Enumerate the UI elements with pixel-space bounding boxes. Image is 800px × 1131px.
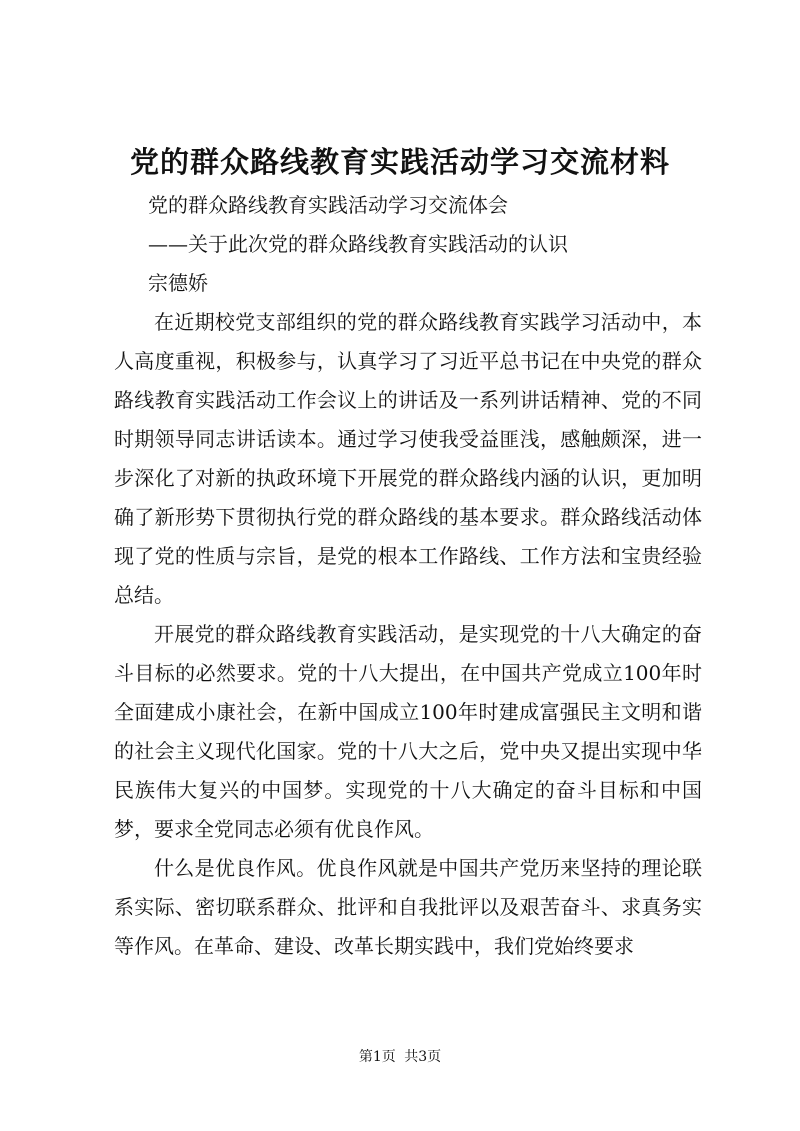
author-name: 宗德娇 (148, 271, 208, 295)
subtitle-secondary: ——关于此次党的群众路线教育实践活动的认识 (148, 232, 568, 256)
document-title: 党的群众路线教育实践活动学习交流材料 (129, 145, 670, 179)
page-footer (0, 1046, 800, 1068)
document-body (114, 186, 702, 966)
subtitle: 党的群众路线教育实践活动学习交流体会 (148, 193, 508, 217)
paragraph: 什么是优良作风。优良作风就是中国共产党历来坚持的理论联系实际、密切联系群众、批评和自我批评以及艰苦奋斗、求真务实等作风。在革命、建设、改革长期实践中，我们党始终要求 (114, 856, 702, 958)
paragraph: 在近期校党支部组织的党的群众路线教育实践学习活动中，本人高度重视，积极参与，认真学习了习近平总书记在中央党的群众路线教育实践活动工作会议上的讲话及一系列讲话精神、党的不同时期领导同志讲话读本。通过学习使我受益匪浅，感触颇深，进一步深化了对新的执政环境下开展党的群众路线内涵的认识，更加明确了新形势下贯彻执行党的群众路线的基本要求。群众路线活动体现了党的性质与宗旨，是党的根本工作路线、工作方法和宝贵经验总结。 (114, 310, 702, 607)
page-total: 共3页 (404, 1049, 442, 1065)
paragraph: 开展党的群众路线教育实践活动，是实现党的十八大确定的奋斗目标的必然要求。党的十八大提出，在中国共产党成立100年时全面建成小康社会，在新中国成立100年时建成富强民主文明和谐的社会主义现代化国家。党的十八大之后，党中央又提出实现中华民族伟大复兴的中国梦。实现党的十八大确定的奋斗目标和中国梦，要求全党同志必须有优良作风。 (114, 622, 702, 841)
page-number: 第1页 (358, 1049, 396, 1065)
